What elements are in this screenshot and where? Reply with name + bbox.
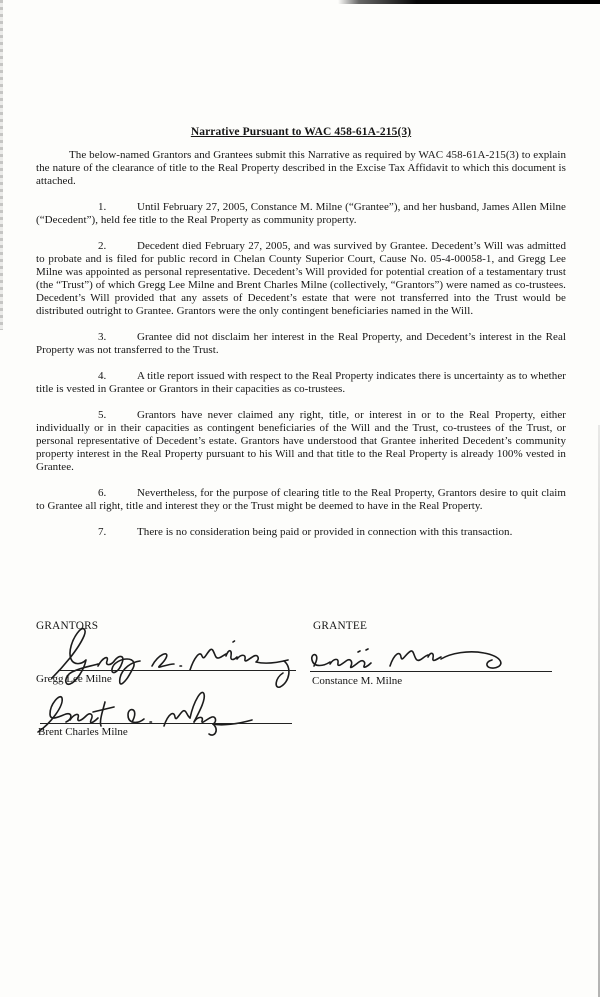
intro-paragraph: The below-named Grantors and Grantees submit this Narrative as required by WAC 458-61A-215(3) to explain the nature of the clearance of title to the Real Property described in the Excise Tax Affidavit to which this document is attached. <box>36 149 566 187</box>
paragraph-number: 4. <box>98 370 107 382</box>
numbered-paragraph-5 <box>36 409 566 474</box>
paragraph-number: 7. <box>98 526 107 538</box>
constance-milne-signature-icon <box>306 640 556 678</box>
numbered-paragraph-1 <box>36 201 566 227</box>
paragraph-text: A title report issued with respect to the Real Property indicates there is uncertainty as to whether title is vested in Grantee or Grantors in their capacities as co-trustees. <box>36 370 566 395</box>
signature-section <box>36 618 576 793</box>
paragraph-number: 2. <box>98 240 107 252</box>
grantors-label: GRANTORS <box>36 620 99 632</box>
paragraph-text: Decedent died February 27, 2005, and was survived by Grantee. Decedent’s Will was admitted to probate and is filed for public record in Chelan County Superior Court, Cause No. 05-4-00058-1, and Gregg Lee Milne was appointed as personal representative. Decedent’s Will provided for potential creation of a testamentary trust (the “Trust”) of which Gregg Lee Milne and Brent Charles Milne (collectively, “Grantors”) were named as co-trustees. Decedent’s Will provided that any assets of Decedent’s estate that were not transferred into the Trust would be distributed outright to Grantee. Grantors were the only contingent beneficiaries named in the Will. <box>36 240 566 317</box>
grantee-printed-name: Constance M. Milne <box>312 675 403 687</box>
paragraph-text: There is no consideration being paid or provided in connection with this transaction. <box>137 526 513 538</box>
scan-artifact-left-edge <box>0 0 3 330</box>
numbered-paragraph-4 <box>36 370 566 396</box>
grantee-label: GRANTEE <box>313 620 368 632</box>
numbered-paragraph-2 <box>36 240 566 318</box>
document-body <box>36 0 566 552</box>
grantor-signature-line-1 <box>58 670 296 671</box>
paragraph-text: Nevertheless, for the purpose of clearing title to the Real Property, Grantors desire to quit claim to Grantee all right, title and interest they or the Trust might be deemed to have in the Real Property. <box>36 487 566 512</box>
grantee-signature-line <box>310 671 552 672</box>
grantor-printed-name-2: Brent Charles Milne <box>38 726 128 738</box>
paragraph-text: Grantors have never claimed any right, title, or interest in or to the Real Property, either individually or in their capacities as contingent beneficiaries of the Will and the Trust, co-trustees of the Trust, or personal representative of Decedent’s estate. Grantors have understood that Grantee inherited Decedent’s community property interest in the Real Property pursuant to his Will and that title to the Real Property is already 100% vested in Grantee. <box>36 409 566 473</box>
paragraph-number: 6. <box>98 487 107 499</box>
numbered-paragraph-6 <box>36 487 566 513</box>
grantor-printed-name-1: Gregg Lee Milne <box>36 673 112 685</box>
document-title: Narrative Pursuant to WAC 458-61A-215(3) <box>190 126 412 138</box>
paragraph-text: Until February 27, 2005, Constance M. Milne (“Grantee”), and her husband, James Allen Milne (“Decedent”), held fee title to the Real Property as community property. <box>36 201 566 226</box>
paragraph-text: Grantee did not disclaim her interest in the Real Property, and Decedent’s interest in the Real Property was not transferred to the Trust. <box>36 331 566 356</box>
numbered-paragraph-7 <box>36 526 566 539</box>
paragraph-number: 3. <box>98 331 107 343</box>
grantor-signature-line-2 <box>40 723 292 724</box>
numbered-paragraph-3 <box>36 331 566 357</box>
paragraph-number: 1. <box>98 201 107 213</box>
paragraph-number: 5. <box>98 409 107 421</box>
